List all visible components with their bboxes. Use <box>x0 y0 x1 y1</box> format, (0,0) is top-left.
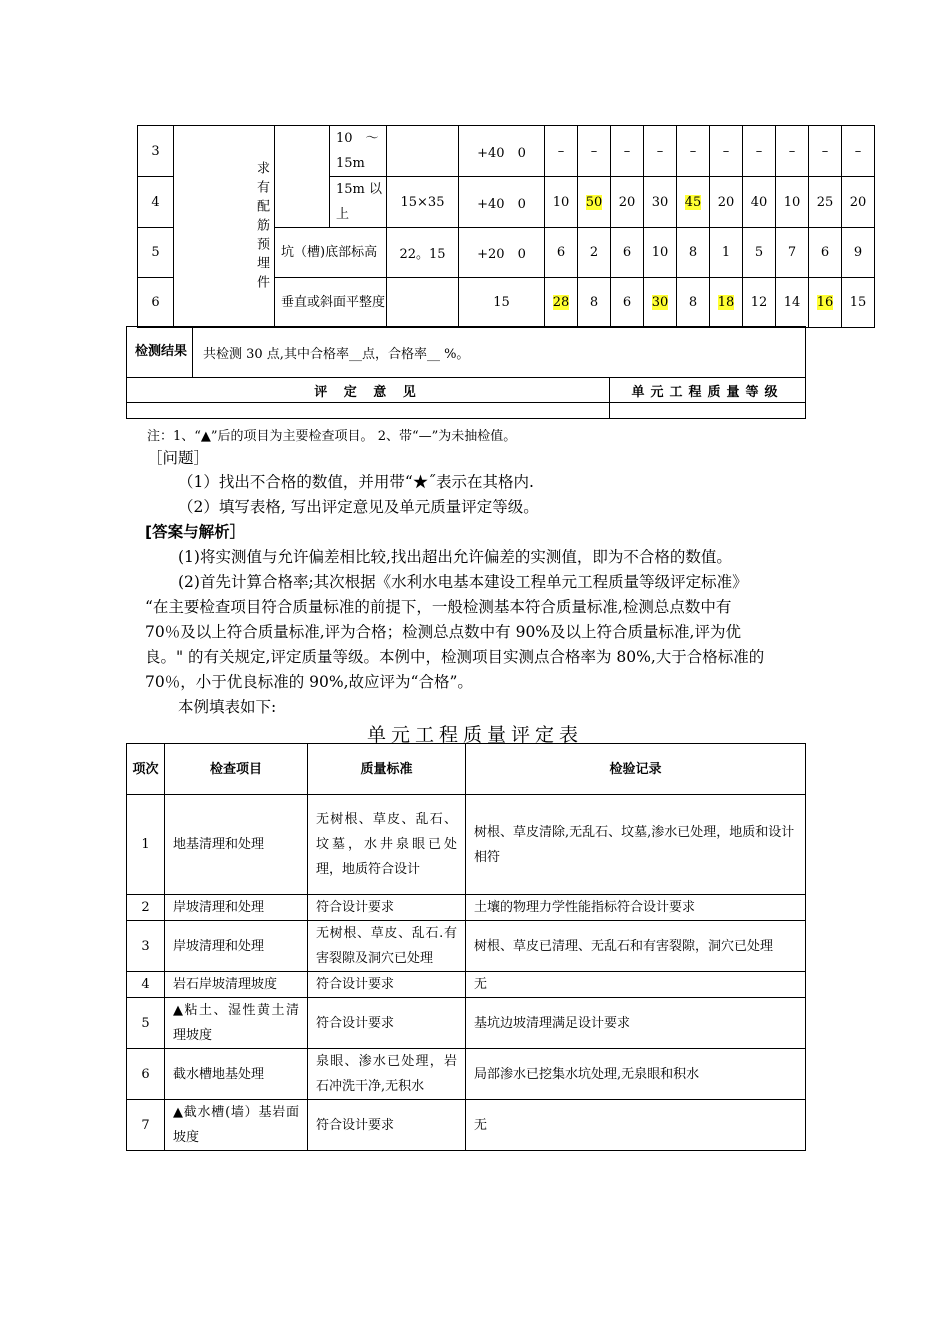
measured-value <box>710 278 743 328</box>
measured-value-text: 7 <box>787 245 797 260</box>
measured-value <box>578 278 611 328</box>
measured-value <box>710 177 743 228</box>
measured-value <box>611 126 644 177</box>
measured-value <box>776 228 809 278</box>
design-value: 15×35 <box>387 177 459 228</box>
measured-value <box>710 228 743 278</box>
measured-value <box>611 278 644 328</box>
measured-value <box>842 278 875 328</box>
question-title: ［问题］ <box>147 449 210 467</box>
inspection-record: 局部渗水已挖集水坑处理,无泉眼和积水 <box>466 1049 806 1100</box>
quality-standard: 符合设计要求 <box>308 1100 466 1151</box>
measured-value <box>842 177 875 228</box>
measured-value <box>644 228 677 278</box>
check-item: 岩石岸坡清理坡度 <box>165 972 308 998</box>
inspection-record: 无 <box>466 1100 806 1151</box>
blank-cell <box>275 126 330 228</box>
row-number: 6 <box>127 1049 165 1100</box>
design-value: 22。15 <box>387 228 459 278</box>
answer-line-1: (1)将实测值与允许偏差相比较,找出超出允许偏差的实测值，即为不合格的数值。 <box>178 548 732 566</box>
row-number: 3 <box>127 921 165 972</box>
measured-value-text: – <box>722 143 730 159</box>
answer-line-6: 70％，小于优良标准的 90%,故应评为“合格”。 <box>145 673 473 691</box>
answer-line-7: 本例填表如下: <box>178 698 277 716</box>
measured-value-text: – <box>854 143 862 159</box>
measured-value-text: 14 <box>783 295 801 310</box>
table-row <box>127 1049 806 1100</box>
measured-value-text: 12 <box>750 295 768 310</box>
measured-value <box>578 177 611 228</box>
measured-value-text: 10 <box>783 194 801 210</box>
check-item: ▲粘土、湿性黄土清理坡度 <box>165 998 308 1049</box>
measured-value-text: 20 <box>849 194 867 210</box>
measured-value-text: – <box>689 143 697 159</box>
quality-standard: 符合设计要求 <box>308 998 466 1049</box>
measured-value <box>743 228 776 278</box>
measured-value <box>743 126 776 177</box>
answer-title: [答案与解析］ <box>145 523 246 541</box>
measured-value <box>644 278 677 328</box>
check-item: 岸坡清理和处理 <box>165 895 308 921</box>
sub-item: 垂直或斜面平整度 <box>275 278 387 328</box>
measured-value-text: 8 <box>688 245 698 260</box>
measured-value-text: 5 <box>754 245 764 260</box>
quality-standard: 符合设计要求 <box>308 972 466 998</box>
measured-value <box>545 126 578 177</box>
measured-value-text: 10 <box>552 194 570 210</box>
check-item: ▲截水槽(墙）基岩面坡度 <box>165 1100 308 1151</box>
table-row <box>127 1100 806 1151</box>
measured-value-text: 28 <box>552 295 570 310</box>
inspection-record: 树根、草皮清除,无乱石、坟墓,渗水已处理，地质和设计相符 <box>466 795 806 895</box>
inspection-record: 树根、草皮已清理、无乱石和有害裂隙，洞穴已处理 <box>466 921 806 972</box>
measured-value-text: – <box>557 143 565 159</box>
design-value <box>387 278 459 328</box>
result-label: 检测结果 <box>127 327 193 378</box>
measured-value <box>644 177 677 228</box>
measured-value <box>809 177 842 228</box>
measured-value <box>809 278 842 328</box>
measured-value <box>677 126 710 177</box>
table-note: 注：1、“▲”后的项目为主要检查项目。 2、带“—”为未抽检值。 <box>147 429 517 444</box>
measured-value <box>644 126 677 177</box>
measured-value <box>842 228 875 278</box>
measured-value-text: 6 <box>622 245 632 260</box>
header-no: 项次 <box>127 744 165 795</box>
answer-line-3: “在主要检查项目符合质量标准的前提下，一般检测基本符合质量标准,检测总点数中有 <box>145 598 732 616</box>
result-table <box>126 326 806 419</box>
header-record: 检验记录 <box>466 744 806 795</box>
quality-grade-cell <box>610 403 806 419</box>
measured-value-text: 10 <box>651 245 669 260</box>
table-row <box>127 795 806 895</box>
measured-value <box>677 177 710 228</box>
measured-value <box>677 278 710 328</box>
measured-value <box>611 228 644 278</box>
measured-value-text: 2 <box>589 245 599 260</box>
answer-line-4: 70％及以上符合质量标准,评为合格；检测总点数中有 90%及以上符合质量标准,评为优 <box>145 623 741 641</box>
measured-value <box>545 177 578 228</box>
measured-value-text: – <box>590 143 598 159</box>
table-row <box>127 921 806 972</box>
check-item: 岸坡清理和处理 <box>165 921 308 972</box>
measured-value <box>611 177 644 228</box>
measured-value-text: 25 <box>816 194 834 210</box>
measured-value-text: 6 <box>820 245 830 260</box>
measured-value-text: 18 <box>717 295 735 310</box>
measured-value-text: 1 <box>721 245 731 260</box>
measured-value-text: 15 <box>849 295 867 310</box>
design-value <box>387 126 459 177</box>
measured-value <box>710 126 743 177</box>
quality-grade-header: 单元工程质量等级 <box>610 378 806 403</box>
measured-value <box>743 177 776 228</box>
evaluation-opinion-cell <box>127 403 610 419</box>
question-1: （1）找出不合格的数值，并用带“★˝表示在其格内. <box>178 473 534 491</box>
measured-value-text: 30 <box>651 295 669 310</box>
quality-evaluation-table <box>126 743 806 1151</box>
measured-value <box>776 278 809 328</box>
measured-value <box>776 126 809 177</box>
quality-standard: 无树根、草皮、乱石、坟墓，水井泉眼已处理，地质符合设计 <box>308 795 466 895</box>
measured-value-text: – <box>788 143 796 159</box>
question-2: （2）填写表格, 写出评定意见及单元质量评定等级。 <box>178 498 539 516</box>
table-row <box>127 972 806 998</box>
measured-value-text: 20 <box>618 194 636 210</box>
measured-value-text: 50 <box>585 194 603 210</box>
measured-value-text: 6 <box>622 295 632 310</box>
measured-value <box>545 278 578 328</box>
measured-value-text: 8 <box>688 295 698 310</box>
table-row <box>127 998 806 1049</box>
measured-value <box>809 228 842 278</box>
header-item: 检查项目 <box>165 744 308 795</box>
check-item: 地基清理和处理 <box>165 795 308 895</box>
measured-value-text: – <box>656 143 664 159</box>
measured-value <box>578 126 611 177</box>
measured-value <box>677 228 710 278</box>
sub-item: 坑（槽)底部标高 <box>275 228 387 278</box>
measured-value-text: – <box>755 143 763 159</box>
measured-value-text: 20 <box>717 194 735 210</box>
answer-line-2: (2)首先计算合格率;其次根据《水利水电基本建设工程单元工程质量等级评定标准》 <box>178 573 748 591</box>
measured-value-text: 40 <box>750 194 768 210</box>
measured-value-text: 30 <box>651 194 669 210</box>
item-category-vertical: 求有配筋预埋件 <box>174 126 275 328</box>
measured-value-text: 9 <box>853 245 863 260</box>
tolerance: +40 0 <box>459 126 545 177</box>
measured-value <box>545 228 578 278</box>
table-row <box>138 126 875 177</box>
measurement-table <box>137 125 875 328</box>
tolerance: +40 0 <box>459 177 545 228</box>
row-number: 2 <box>127 895 165 921</box>
quality-standard: 泉眼、渗水已处理，岩石冲洗干净,无积水 <box>308 1049 466 1100</box>
table-title: 单元工程质量评定表 <box>366 724 583 746</box>
quality-standard: 无树根、草皮、乱石.有害裂隙及洞穴已处理 <box>308 921 466 972</box>
row-number: 1 <box>127 795 165 895</box>
measured-value-text: 45 <box>684 194 702 210</box>
evaluation-opinion-header: 评 定 意 见 <box>127 378 610 403</box>
quality-standard: 符合设计要求 <box>308 895 466 921</box>
row-number: 4 <box>138 177 174 228</box>
measured-value <box>743 278 776 328</box>
measured-value <box>578 228 611 278</box>
measured-value-text: 6 <box>556 245 566 260</box>
sub-item: 10 ～ 15m <box>330 126 387 177</box>
table-row <box>127 895 806 921</box>
row-number: 5 <box>138 228 174 278</box>
result-text: 共检测 30 点,其中合格率__点，合格率__ %。 <box>193 327 806 378</box>
measured-value-text: 16 <box>816 295 834 310</box>
sub-item: 15m 以上 <box>330 177 387 228</box>
row-number: 4 <box>127 972 165 998</box>
row-number: 3 <box>138 126 174 177</box>
measured-value <box>809 126 842 177</box>
row-number: 5 <box>127 998 165 1049</box>
inspection-record: 土壤的物理力学性能指标符合设计要求 <box>466 895 806 921</box>
check-item: 截水槽地基处理 <box>165 1049 308 1100</box>
answer-line-5: 良。" 的有关规定,评定质量等级。本例中，检测项目实测点合格率为 80%,大于合格标准的 <box>145 648 765 666</box>
measured-value <box>776 177 809 228</box>
measured-value <box>842 126 875 177</box>
measured-value-text: 8 <box>589 295 599 310</box>
inspection-record: 基坑边坡清理满足设计要求 <box>466 998 806 1049</box>
tolerance: 15 <box>459 278 545 328</box>
inspection-record: 无 <box>466 972 806 998</box>
header-standard: 质量标准 <box>308 744 466 795</box>
tolerance: +20 0 <box>459 228 545 278</box>
row-number: 6 <box>138 278 174 328</box>
row-number: 7 <box>127 1100 165 1151</box>
measured-value-text: – <box>623 143 631 159</box>
measured-value-text: – <box>821 143 829 159</box>
